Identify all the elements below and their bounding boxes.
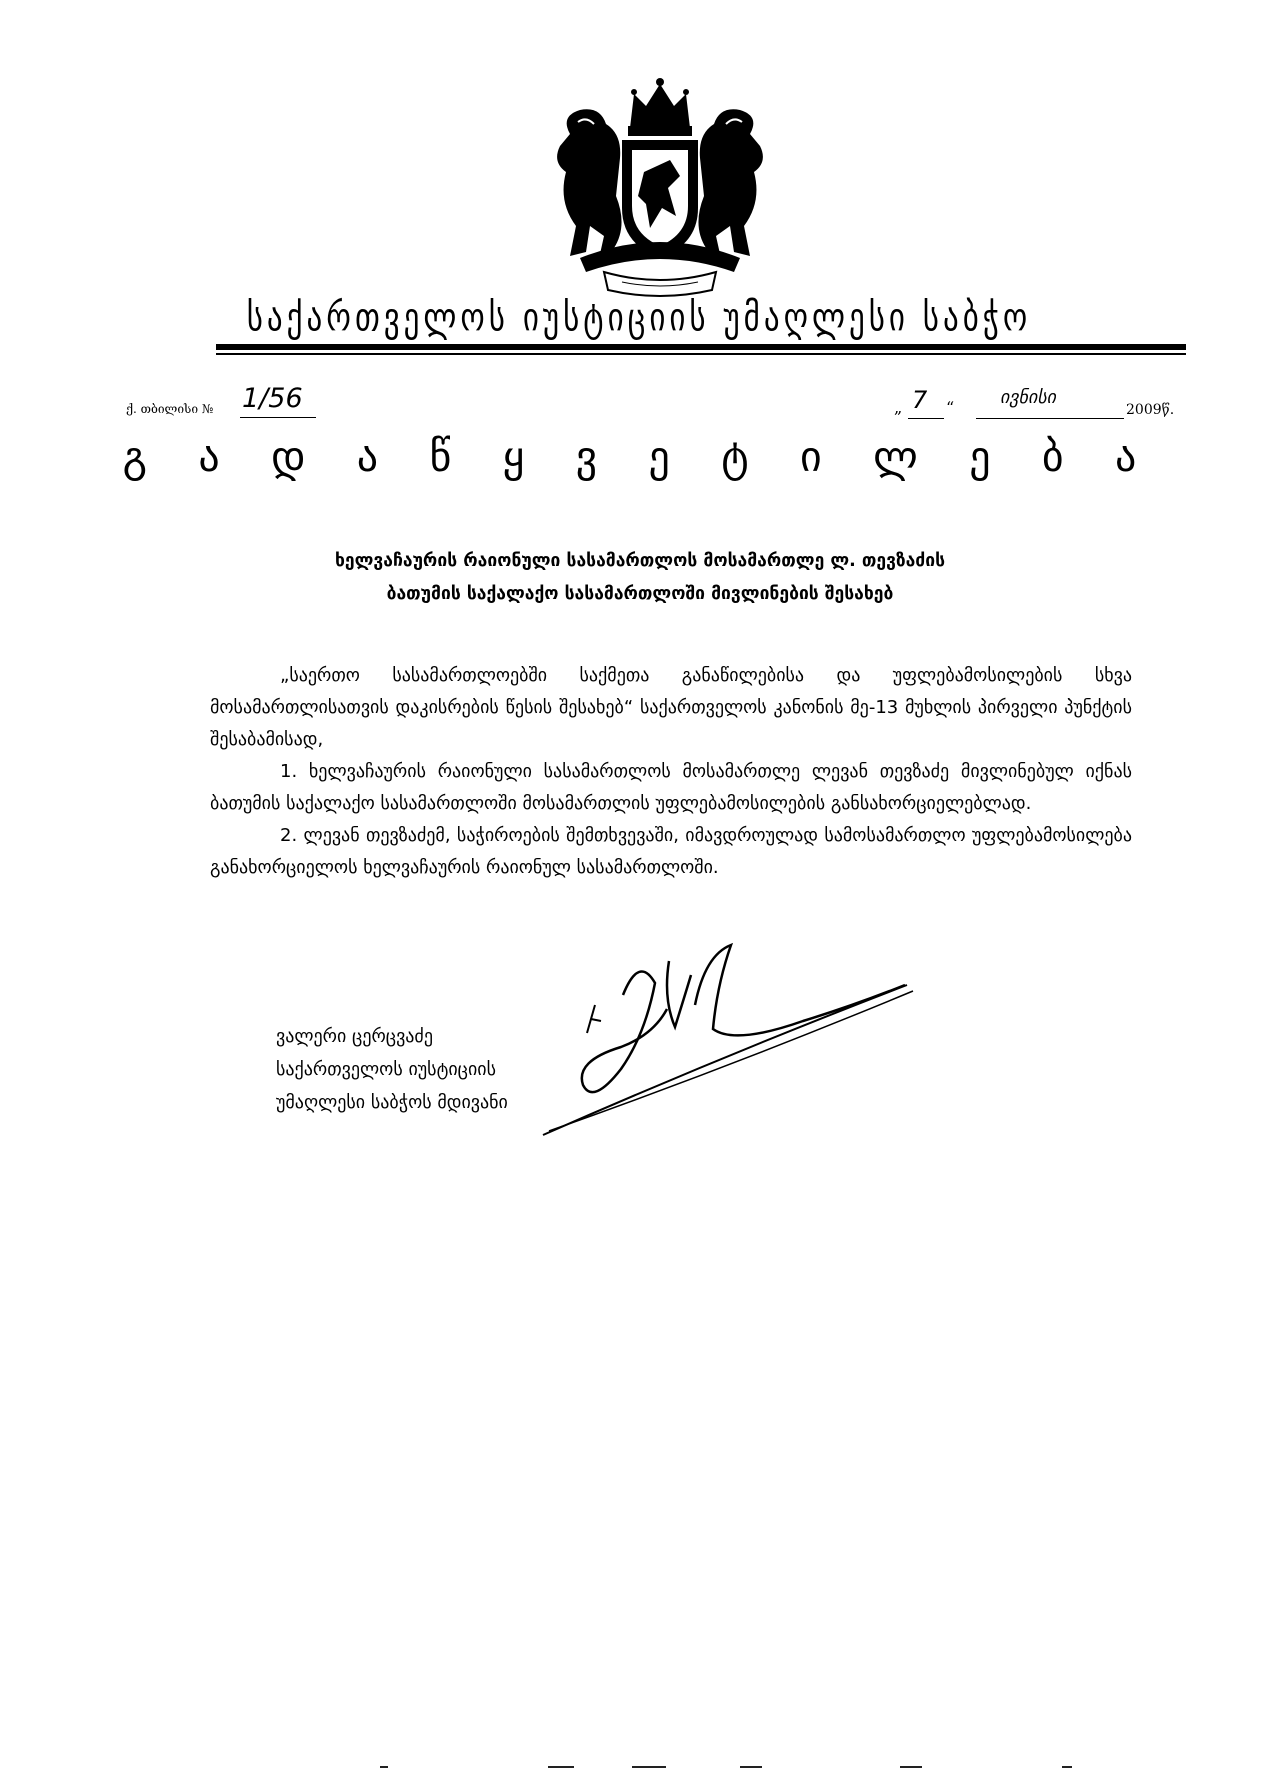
signatory-title-line-1: საქართველოს იუსტიციის <box>276 1059 496 1080</box>
number-underline <box>240 417 316 418</box>
footer-mark <box>740 1766 762 1768</box>
signatory-title-line-2: უმაღლესი საბჭოს მდივანი <box>276 1092 508 1113</box>
date-month: ივნისი <box>1000 387 1056 408</box>
subject-line-2: ბათუმის საქალაქო სასამართლოში მივლინების შესახებ <box>386 584 894 604</box>
header-divider-thick <box>216 344 1186 350</box>
date-month-underline <box>976 418 1124 419</box>
coat-of-arms-emblem <box>530 76 790 298</box>
date-year: 2009წ. <box>1126 402 1175 418</box>
document-title: გ ა დ ა წ ყ ვ ე ტ ი ლ ე ბ ა <box>122 432 1156 481</box>
footer-mark <box>632 1766 666 1768</box>
footer-mark <box>380 1766 388 1768</box>
council-title: საქართველოს იუსტიციის უმაღლესი საბჭო <box>246 295 1032 341</box>
right-lion-icon <box>698 109 762 256</box>
date-day-underline <box>908 418 944 419</box>
document-subject <box>180 545 1100 611</box>
decision-item-1: 1. ხელვაჩაურის რაიონული სასამართლოს მოსამართლე ლევან თევზაძე მივლინებულ იქნას ბათუმის საქალაქო სასამართლოში მოსამართლის უფლებამოსილების განსახორციელებლად. <box>210 761 1132 814</box>
document-number-label: ქ. თბილისი № <box>126 402 214 416</box>
signatory-name: ვალერი ცერცვაძე <box>276 1026 433 1047</box>
decision-item-2: 2. ლევან თევზაძემ, საჭიროების შემთხვევაში, იმავდროულად სამოსამართლო უფლებამოსილება განახორციელოს ხელვაჩაურის რაიონულ სასამართლოში. <box>210 825 1132 878</box>
date-quote-open: „ <box>894 398 903 417</box>
signatory-block <box>276 1020 508 1119</box>
crown-icon <box>628 78 692 136</box>
date-quote-close: “ <box>946 398 955 417</box>
preamble-paragraph: „საერთო სასამართლოებში საქმეთა განაწილებისა და უფლებამოსილების სხვა მოსამართლისათვის დაკისრების წესის შესახებ“ საქართველოს კანონის მე-13 მუხლის პირველი პუნქტის შესაბამისად, <box>210 665 1132 750</box>
subject-line-1: ხელვაჩაურის რაიონული სასამართლოს მოსამართლე ლ. თევზაძის <box>334 551 946 571</box>
footer-mark <box>1062 1766 1072 1768</box>
date-day: 7 <box>912 386 928 414</box>
document-number: 1/56 <box>242 383 303 414</box>
document-body <box>210 660 1132 884</box>
header-divider-thin <box>216 353 1186 355</box>
handwritten-signature <box>535 935 1015 1175</box>
left-lion-icon <box>557 109 621 256</box>
footer-mark <box>900 1766 922 1768</box>
footer-mark <box>548 1766 574 1768</box>
